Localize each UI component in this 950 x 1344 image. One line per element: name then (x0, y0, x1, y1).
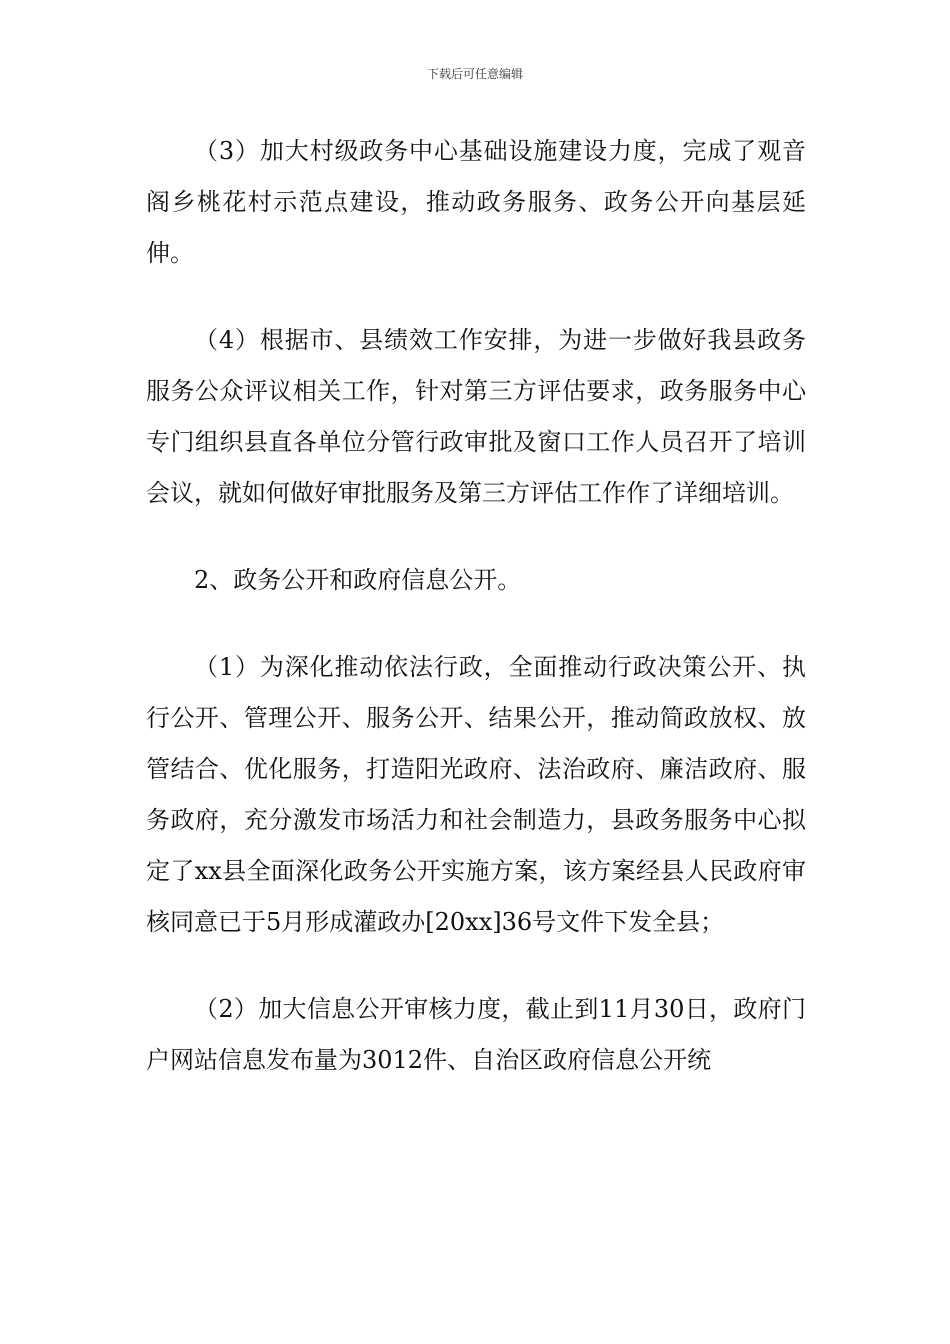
section-heading-2: 2、政务公开和政府信息公开。 (194, 566, 522, 594)
document-body (146, 126, 806, 1086)
page-header: 下载后可任意编辑 (426, 67, 523, 81)
paragraph-item-2: （2）加大信息公开审核力度，截止到11月30日，政府门户网站信息发布量为3012件、自治区政府信息公开统 (146, 995, 806, 1074)
paragraph-item-4: （4）根据市、县绩效工作安排，为进一步做好我县政务服务公众评议相关工作，针对第三方评估要求，政务服务中心专门组织县直各单位分管行政审批及窗口工作人员召开了培训会议，就如何做好审批服务及第三方评估工作作了详细培训。 (146, 326, 806, 507)
paragraph-item-1: （1）为深化推动依法行政，全面推动行政决策公开、执行公开、管理公开、服务公开、结果公开，推动简政放权、放管结合、优化服务，打造阳光政府、法治政府、廉洁政府、服务政府，充分激发市场活力和社会制造力，县政务服务中心拟定了xx县全面深化政务公开实施方案，该方案经县人民政府审核同意已于5月形成灌政办[20xx]36号文件下发全县； (146, 653, 806, 936)
paragraph-item-3: （3）加大村级政务中心基础设施建设力度，完成了观音阁乡桃花村示范点建设，推动政务服务、政务公开向基层延伸。 (146, 137, 806, 267)
